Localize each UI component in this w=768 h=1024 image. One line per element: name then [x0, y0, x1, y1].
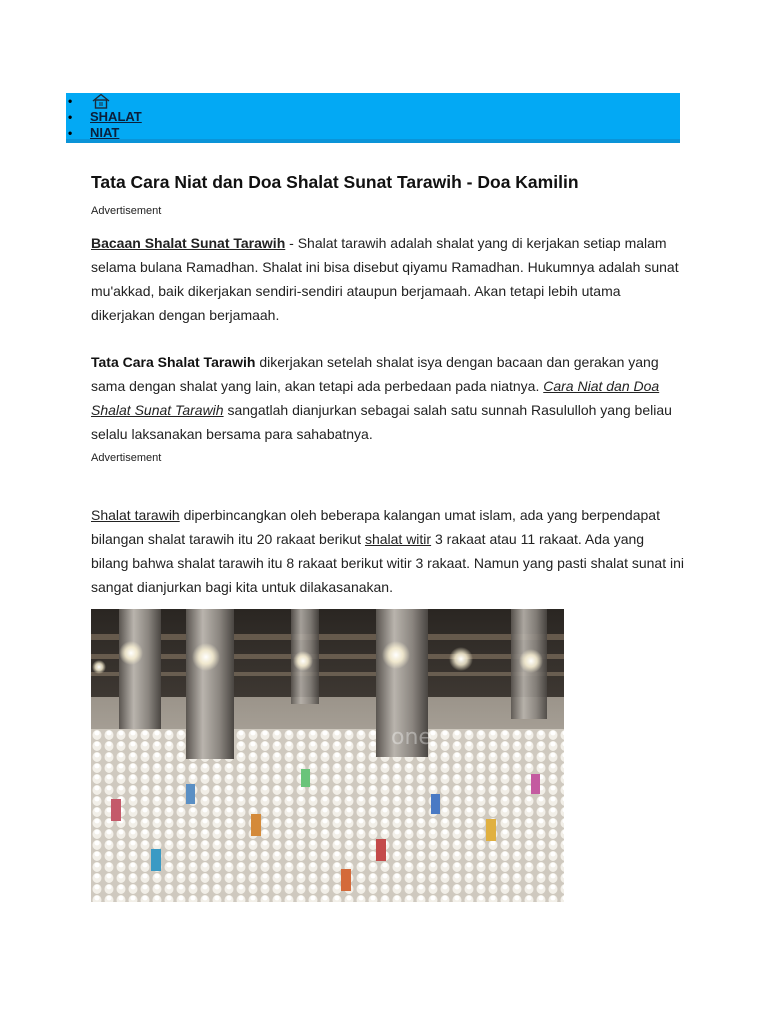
- paragraph-tata-cara: [91, 350, 683, 446]
- text-fragment: sama dengan shalat yang lain, akan tetapi ada perbedaan pada niatnya.: [91, 378, 544, 394]
- text-fragment: bilangan shalat tarawih itu 20 rakaat berikut: [91, 531, 365, 547]
- article-title: Tata Cara Niat dan Doa Shalat Sunat Tarawih - Doa Kamilin: [91, 172, 579, 192]
- link-shalat-witir[interactable]: shalat witir: [364, 531, 432, 547]
- link-shalat-tarawih[interactable]: Shalat tarawih: [91, 507, 180, 523]
- paragraph-line: selalu laksanakan bersama para sahabatnya.: [91, 426, 373, 442]
- home-icon[interactable]: [91, 93, 111, 109]
- text-fragment: 3 rakaat atau 11 rakaat. Ada yang: [431, 531, 645, 547]
- advertisement-label: Advertisement: [91, 205, 162, 217]
- paragraph-line: [91, 350, 683, 374]
- link-shalat-sunat-tarawih[interactable]: Shalat Sunat Tarawih: [91, 402, 224, 418]
- photo-watermark: one: [391, 725, 432, 750]
- nav-link-niat[interactable]: NIAT: [90, 125, 120, 140]
- paragraph-line: [91, 398, 683, 422]
- paragraph-line: mu'akkad, baik dikerjakan sendiri-sendiri ataupun berjamaah. Akan tetapi lebih utama: [91, 283, 621, 299]
- mosque-congregation-photo: [91, 609, 564, 902]
- paragraph-line: sangat dianjurkan bagi kita untuk dilakasanakan.: [91, 579, 393, 595]
- paragraph-line: bilang bahwa shalat tarawih itu 8 rakaat berikut witir 3 rakaat. Namun yang pasti shalat sunat ini: [91, 555, 684, 571]
- paragraph-line: [91, 374, 683, 398]
- paragraph-line: [91, 527, 683, 551]
- nav-item-home[interactable]: [66, 93, 142, 109]
- paragraph-line: selama bulana Ramadhan. Shalat ini bisa disebut qiyamu Ramadhan. Hukumnya adalah sunat: [91, 259, 679, 275]
- text-fragment: sangatlah dianjurkan sebagai salah satu sunnah Rasululloh yang beliau: [223, 402, 672, 418]
- text-fragment: dikerjakan setelah shalat isya dengan bacaan dan gerakan yang: [255, 354, 659, 370]
- paragraph-line: [91, 231, 683, 255]
- text-fragment: diperbincangkan oleh beberapa kalangan umat islam, ada yang berpendapat: [179, 507, 660, 523]
- list-bullet: •: [68, 94, 73, 108]
- nav-item-niat[interactable]: [66, 125, 142, 141]
- link-bacaan-shalat-sunat-tarawih[interactable]: Bacaan Shalat Sunat Tarawih: [91, 235, 286, 251]
- advertisement-label: Advertisement: [91, 452, 162, 464]
- list-bullet: •: [68, 126, 73, 140]
- list-bullet: •: [68, 110, 73, 124]
- nav-link-shalat[interactable]: SHALAT: [90, 109, 142, 124]
- paragraph-intro: [91, 231, 683, 327]
- paragraph-rakaat: [91, 503, 683, 599]
- top-navbar: [66, 93, 680, 143]
- text-fragment: - Shalat tarawih adalah shalat yang di kerjakan setiap malam: [285, 235, 667, 251]
- photo-illustration: [91, 609, 564, 902]
- nav-item-shalat[interactable]: [66, 109, 142, 125]
- paragraph-line: [91, 503, 683, 527]
- link-cara-niat-dan-doa[interactable]: Cara Niat dan Doa: [543, 378, 660, 394]
- paragraph-line: dikerjakan dengan berjamaah.: [91, 307, 280, 323]
- bold-text: Tata Cara Shalat Tarawih: [91, 354, 256, 370]
- nav-list: [66, 93, 142, 141]
